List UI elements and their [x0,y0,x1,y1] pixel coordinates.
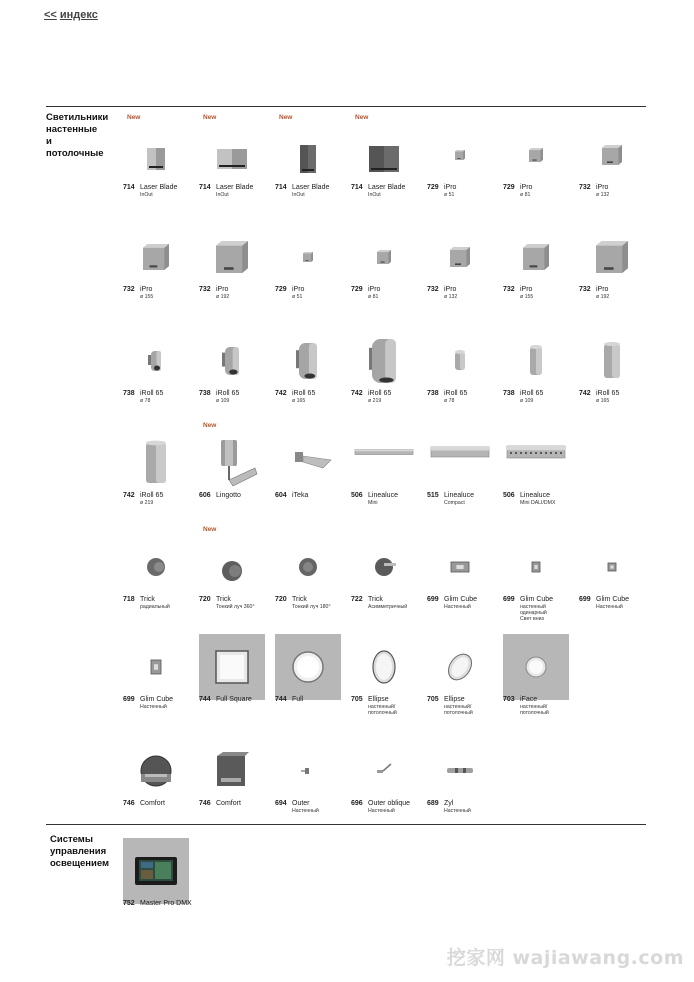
product-subtitle: Mini DALI/DMX [520,500,556,506]
back-to-index-link[interactable] [44,9,98,21]
product-image [427,224,493,290]
page-number: 699 [579,596,591,603]
product-name: Linealuce [444,492,474,499]
page-number: 714 [199,184,211,191]
product-caption [275,184,351,198]
product-name: iPro [140,286,153,293]
product-image [427,328,493,394]
product-subtitle: ø 51 [292,294,303,300]
product-card[interactable] [275,730,345,830]
product-image [123,224,189,290]
product-caption [199,696,275,704]
product-image [275,738,341,804]
product-name: iRoll 65 [596,390,620,397]
page-number: 506 [503,492,515,499]
product-caption [503,696,579,716]
section-title-control-systems [50,834,120,870]
page-number: 732 [123,286,135,293]
section-title-line: Системы [50,834,93,845]
product-name: Master Pro DMX [140,900,192,907]
product-image [123,328,189,394]
page-number: 732 [199,286,211,293]
product-image [123,838,189,904]
product-image [351,534,417,600]
section-title-line: потолочные [46,148,104,159]
page-number: 714 [123,184,135,191]
product-card[interactable] [351,626,421,726]
product-caption [427,596,503,610]
product-card[interactable] [199,626,269,726]
product-subtitle: ø 78 [140,398,151,404]
product-subtitle: Асимметричный [368,604,408,610]
product-image [427,534,493,600]
product-image [275,534,341,600]
product-name: iFace [520,696,538,703]
page-number: 699 [503,596,515,603]
product-subtitle: InOut [292,192,305,198]
product-subtitle: потолочный [368,710,397,717]
product-subtitle: настенный/ [368,704,396,710]
product-subtitle: Mini [368,500,378,506]
product-card[interactable] [579,114,649,214]
new-badge: New [203,422,217,429]
product-image [503,534,569,600]
product-name: Linealuce [368,492,398,499]
product-subtitle: потолочный [520,710,549,717]
product-name: iRoll 65 [520,390,544,397]
product-subtitle: ø 81 [520,192,531,198]
page-number: 742 [275,390,287,397]
product-card[interactable] [123,626,193,726]
product-card[interactable] [123,320,193,420]
product-subtitle: Настенный [368,808,395,814]
product-card[interactable] [351,730,421,830]
page-number: 738 [123,390,135,397]
product-name: Comfort [140,800,165,807]
product-caption [427,800,503,814]
product-card[interactable] [123,114,193,214]
page-number: 742 [579,390,591,397]
page-number: 729 [275,286,287,293]
product-name: Glim Cube [596,596,630,603]
page-number: 506 [351,492,363,499]
product-caption [275,286,351,300]
product-image [503,430,569,496]
back-arrows: << [44,9,57,21]
product-card[interactable] [427,422,497,522]
product-caption [123,492,199,506]
product-card[interactable] [503,526,573,626]
product-card[interactable] [351,114,421,214]
page-number: 606 [199,492,211,499]
product-subtitle: Настенный [596,604,623,610]
page-number: 689 [427,800,439,807]
product-subtitle: радиальный [140,604,170,610]
product-image [351,634,417,700]
product-image [351,328,417,394]
page-number: 746 [123,800,135,807]
product-image [123,430,189,496]
product-card[interactable] [199,422,269,522]
product-name: Laser Blade [292,184,330,191]
product-card[interactable] [275,114,345,214]
product-image [351,430,417,496]
product-card[interactable] [579,526,649,626]
product-caption [579,390,655,404]
product-caption [123,900,199,908]
product-subtitle: Тонкий луч 180° [292,604,331,610]
product-image [199,328,265,394]
product-card[interactable] [199,216,269,316]
product-card[interactable] [579,320,649,420]
product-image [199,126,265,192]
page-number: 732 [579,286,591,293]
product-card[interactable] [503,114,573,214]
page-number: 699 [123,696,135,703]
product-card[interactable] [275,320,345,420]
page-number: 738 [503,390,515,397]
product-card[interactable] [503,216,573,316]
product-subtitle: одинарный [520,610,547,617]
page-number: 720 [275,596,287,603]
product-card[interactable] [275,216,345,316]
product-subtitle: Тонкий луч 360° [216,604,255,610]
product-caption [427,286,503,300]
product-name: Laser Blade [368,184,406,191]
product-image [275,430,341,496]
product-name: iRoll 65 [140,390,164,397]
product-subtitle: ø 155 [140,294,154,300]
page-number: 720 [199,596,211,603]
product-caption [123,286,199,300]
product-image [123,534,189,600]
page-number: 703 [503,696,515,703]
product-caption [579,286,655,300]
page-number: 744 [275,696,287,703]
new-badge: New [203,526,217,533]
product-card[interactable] [351,216,421,316]
product-image [275,224,341,290]
product-name: iPro [292,286,305,293]
product-image [199,634,265,700]
new-badge: New [203,114,217,121]
product-name: Comfort [216,800,241,807]
product-image [427,430,493,496]
product-subtitle: ø 219 [368,398,382,404]
product-caption [275,800,351,814]
product-caption [503,596,579,623]
product-name: iPro [216,286,229,293]
product-subtitle: ø 109 [216,398,230,404]
page-number: 604 [275,492,287,499]
product-caption [123,800,199,808]
product-subtitle: Настенный [292,808,319,814]
product-card[interactable] [275,526,345,626]
product-card[interactable] [427,216,497,316]
product-caption [351,492,427,506]
product-subtitle: Настенный [444,808,471,814]
product-card[interactable] [351,422,421,522]
product-card[interactable] [199,320,269,420]
product-name: Trick [216,596,231,603]
product-card[interactable] [123,216,193,316]
product-card[interactable] [275,422,345,522]
product-subtitle: потолочный [444,710,473,717]
product-name: Full Square [216,696,252,703]
product-image [503,224,569,290]
product-caption [275,390,351,404]
product-image [579,328,645,394]
product-name: Full [292,696,304,703]
product-name: Glim Cube [520,596,554,603]
product-card[interactable] [123,422,193,522]
product-subtitle: ø 81 [368,294,379,300]
product-name: Trick [140,596,155,603]
product-caption [503,184,579,198]
product-caption [199,492,275,500]
new-badge: New [355,114,369,121]
product-subtitle: InOut [216,192,229,198]
product-name: iRoll 65 [216,390,240,397]
product-subtitle: ø 51 [444,192,455,198]
product-image [427,738,493,804]
page-number: 752 [123,900,135,907]
product-card[interactable] [199,114,269,214]
product-name: iPro [444,286,457,293]
product-subtitle: ø 192 [216,294,230,300]
page-number: 718 [123,596,135,603]
product-caption [275,596,351,610]
product-image [275,634,341,700]
product-card[interactable] [427,730,497,830]
product-caption [123,390,199,404]
product-image [199,224,265,290]
product-card[interactable] [427,626,497,726]
product-image [427,122,493,188]
product-subtitle: ø 132 [596,192,610,198]
product-name: Zyl [444,800,454,807]
product-subtitle: настенный/ [520,704,548,710]
section-title-line: настенные [46,124,98,135]
product-caption [351,390,427,404]
section-divider-top [46,106,646,107]
watermark: 挖家网 wajiawang.com [446,947,684,969]
product-caption [427,492,503,506]
product-subtitle: ø 219 [140,500,154,506]
product-image [579,122,645,188]
product-subtitle: InOut [368,192,381,198]
product-card[interactable] [427,114,497,214]
back-label: индекс [59,9,98,21]
product-image [503,328,569,394]
page-number: 694 [275,800,287,807]
product-caption [199,800,275,808]
product-caption [503,390,579,404]
product-caption [503,286,579,300]
page-number: 705 [351,696,363,703]
product-name: Lingotto [216,492,241,499]
page-number: 714 [275,184,287,191]
product-card[interactable] [351,526,421,626]
product-card[interactable] [199,730,269,830]
product-caption [351,286,427,300]
product-caption [275,696,351,704]
product-name: Trick [292,596,307,603]
page-number: 738 [199,390,211,397]
page-number: 729 [427,184,439,191]
product-name: iPro [596,286,609,293]
page-number: 714 [351,184,363,191]
product-caption [199,184,275,198]
product-subtitle: ø 78 [444,398,455,404]
product-caption [503,492,579,506]
section-title-line: и [46,136,52,147]
product-caption [123,596,199,610]
page-number: 746 [199,800,211,807]
product-card[interactable] [275,626,345,726]
product-subtitle: Compact [444,500,465,506]
product-caption [123,184,199,198]
page-number: 699 [427,596,439,603]
new-badge: New [127,114,141,121]
product-name: iPro [520,184,533,191]
product-name: Trick [368,596,383,603]
product-name: iRoll 65 [292,390,316,397]
product-image [275,328,341,394]
product-card[interactable] [427,320,497,420]
product-image [199,538,265,604]
product-name: iRoll 65 [444,390,468,397]
product-name: Ellipse [444,696,465,703]
product-caption [427,696,503,716]
product-card[interactable] [123,526,193,626]
product-caption [427,184,503,198]
product-name: Linealuce [520,492,550,499]
page-number: 705 [427,696,439,703]
page-number: 744 [199,696,211,703]
product-image [123,634,189,700]
product-subtitle: ø 165 [292,398,306,404]
product-subtitle: ø 155 [520,294,534,300]
product-caption [351,596,427,610]
page-number: 742 [123,492,135,499]
product-card[interactable] [579,216,649,316]
product-image [427,634,493,700]
product-card[interactable] [199,526,269,626]
section-title-line: управления [50,846,107,857]
product-image [579,534,645,600]
product-name: iRoll 65 [368,390,392,397]
product-caption [275,492,351,500]
product-caption [351,696,427,716]
section-title-line: Светильники [46,112,109,123]
page-number: 742 [351,390,363,397]
product-name: iTeka [292,492,309,499]
product-caption [579,184,655,198]
product-image [503,122,569,188]
product-card[interactable] [123,730,193,830]
product-image [351,224,417,290]
product-card[interactable] [351,320,421,420]
product-name: Laser Blade [140,184,178,191]
product-caption [199,390,275,404]
product-name: Outer oblique [368,800,411,807]
product-caption [427,390,503,404]
product-card[interactable] [503,422,573,522]
product-image [579,224,645,290]
product-caption [351,184,427,198]
product-name: Glim Cube [444,596,478,603]
page-number: 732 [503,286,515,293]
page-number: 732 [579,184,591,191]
product-image [123,738,189,804]
product-caption [123,696,199,710]
section-title-luminaires [46,112,116,160]
product-image [275,126,341,192]
product-caption [351,800,427,814]
product-caption [199,286,275,300]
product-image [503,634,569,700]
product-subtitle: Настенный [444,604,471,610]
product-name: Laser Blade [216,184,254,191]
page-number: 696 [351,800,363,807]
product-subtitle: настенный/ [444,704,472,710]
product-subtitle: ø 109 [520,398,534,404]
page-number: 515 [427,492,439,499]
product-name: iPro [596,184,609,191]
product-caption [199,596,275,610]
product-name: iPro [368,286,381,293]
product-subtitle: Свет вниз [520,616,544,623]
new-badge: New [279,114,293,121]
product-caption [579,596,655,610]
product-subtitle: ø 132 [444,294,458,300]
product-image [123,126,189,192]
product-card[interactable] [427,526,497,626]
product-card[interactable] [503,626,573,726]
product-image [351,126,417,192]
product-subtitle: ø 165 [596,398,610,404]
product-name: iRoll 65 [140,492,164,499]
product-card[interactable] [503,320,573,420]
product-name: Outer [292,800,310,807]
page-number: 732 [427,286,439,293]
product-image [199,434,265,500]
page-number: 738 [427,390,439,397]
product-subtitle: InOut [140,192,153,198]
product-name: iPro [444,184,457,191]
product-image [351,738,417,804]
page-number: 729 [503,184,515,191]
product-name: Glim Cube [140,696,174,703]
section-title-line: освещением [50,858,110,869]
product-image [199,738,265,804]
product-card[interactable] [123,830,193,930]
page-number: 722 [351,596,363,603]
product-subtitle: Настенный [140,704,167,710]
product-subtitle: ø 192 [596,294,610,300]
product-name: Ellipse [368,696,389,703]
page-number: 729 [351,286,363,293]
product-subtitle: настенный [520,604,546,610]
product-name: iPro [520,286,533,293]
